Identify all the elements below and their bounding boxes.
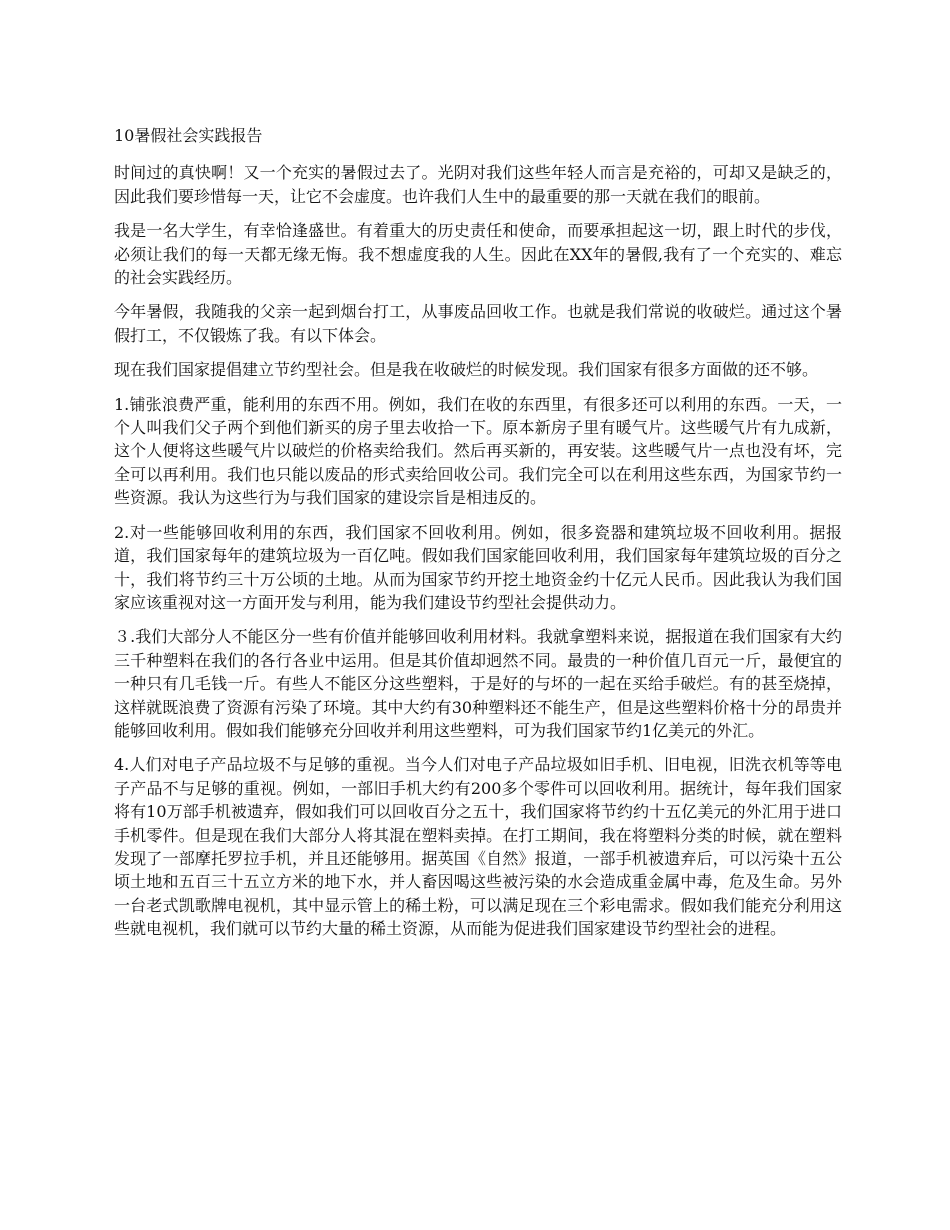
paragraph-summer-work: 今年暑假，我随我的父亲一起到烟台打工，从事废品回收工作。也就是我们常说的收破烂。通过这个暑假打工，不仅锻炼了我。有以下体会。: [114, 302, 842, 345]
paragraph-point-4: 4.人们对电子产品垃圾不与足够的重视。当今人们对电子产品垃圾如旧手机、旧电视，旧洗衣机等等电子产品不与足够的重视。例如，一部旧手机大约有200多个零件可以回收利用。据统计，每年我们国家将有10万部手机被遗弃，假如我们可以回收百分之五十，我们国家将节约约十五亿美元的外汇用于进口手机零件。但是现在我们大部分人将其混在塑料卖掉。在打工期间，我在将塑料分类的时候，就在塑料发现了一部摩托罗拉手机，并且还能够用。据英国《自然》报道，一部手机被遗弃后，可以污染十五公顷土地和五百三十五立方米的地下水，并人畜因喝这些被污染的水会造成重金属中毒，危及生命。另外一台老式凯歌牌电视机，其中显示管上的稀土粉，可以满足现在三个彩电需求。假如我们能充分利用这些就电视机，我们就可以节约大量的稀土资源，从而能为促进我们国家建设节约型社会的进程。: [114, 755, 842, 939]
paragraph-intro: 时间过的真快啊！又一个充实的暑假过去了。光阴对我们这些年轻人而言是充裕的，可却又是缺乏的，因此我们要珍惜每一天，让它不会虚度。也许我们人生中的最重要的那一天就在我们的眼前。: [114, 163, 842, 206]
document-page: [114, 124, 842, 952]
paragraph-point-2: 2.对一些能够回收利用的东西，我们国家不回收利用。例如，很多瓷器和建筑垃圾不回收利用。据报道，我们国家每年的建筑垃圾为一百亿吨。假如我们国家能回收利用，我们国家每年建筑垃圾的百分之十，我们将节约三十万公顷的土地。从而为国家节约开挖土地资金约十亿元人民币。因此我认为我们国家应该重视对这一方面开发与利用，能为我们建设节约型社会提供动力。: [114, 522, 842, 612]
paragraph-observation: 现在我们国家提倡建立节约型社会。但是我在收破烂的时候发现。我们国家有很多方面做的还不够。: [114, 360, 819, 380]
paragraph-background: 我是一名大学生，有幸恰逢盛世。有着重大的历史责任和使命，而要承担起这一切，跟上时代的步伐，必须让我们的每一天都无缘无悔。我不想虚度我的人生。因此在XX年的暑假,我有了一个充实的、难忘的社会实践经历。: [114, 221, 842, 288]
paragraph-point-1: 1.铺张浪费严重，能利用的东西不用。例如，我们在收的东西里，有很多还可以利用的东西。一天，一个人叫我们父子两个到他们新买的房子里去收拾一下。原本新房子里有暖气片。这些暖气片有九成新，这个人便将这些暖气片以破烂的价格卖给我们。然后再买新的，再安装。这些暖气片一点也没有坏，完全可以再利用。我们也只能以废品的形式卖给回收公司。我们完全可以在利用这些东西，为国家节约一些资源。我认为这些行为与我们国家的建设宗旨是相违反的。: [114, 394, 842, 508]
paragraph-point-3: ３.我们大部分人不能区分一些有价值并能够回收利用材料。我就拿塑料来说，据报道在我们国家有大约三千种塑料在我们的各行各业中运用。但是其价值却迥然不同。最贵的一种价值几百元一斤，最便宜的一种只有几毛钱一斤。有些人不能区分这些塑料，于是好的与坏的一起在买给手破烂。有的甚至烧掉，这样就既浪费了资源有污染了环境。其中大约有30种塑料还不能生产，但是这些塑料价格十分的昂贵并能够回收利用。假如我们能够充分回收并利用这些塑料，可为我们国家节约1亿美元的外汇。: [114, 627, 842, 740]
document-title: 10暑假社会实践报告: [114, 126, 263, 145]
